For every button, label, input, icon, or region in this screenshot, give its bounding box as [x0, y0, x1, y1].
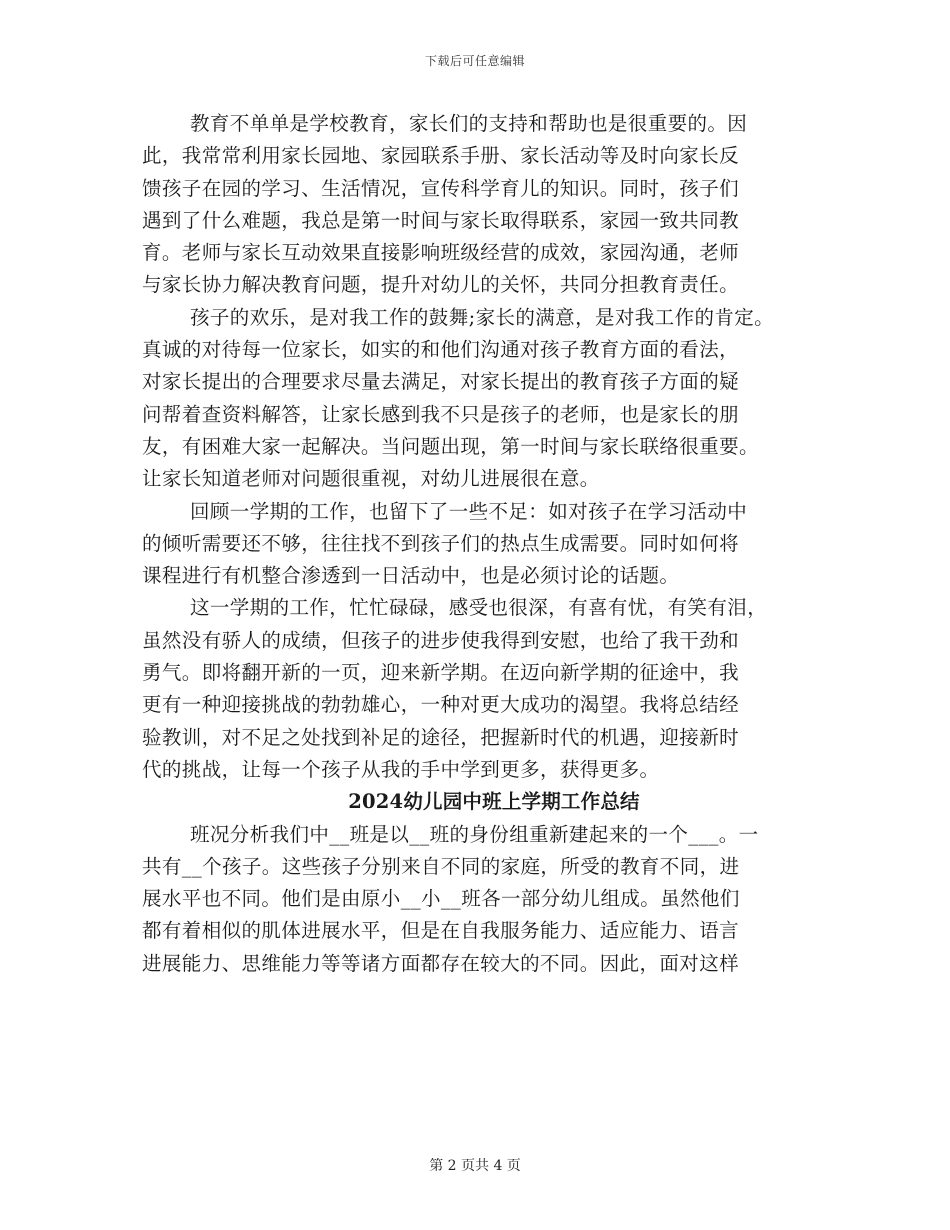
paragraph-1-line-5: 育。老师与家长互动效果直接影响班级经营的成效，家园沟通，老师	[142, 241, 740, 265]
paragraph-3-line-1: 回顾一学期的工作，也留下了一些不足：如对孩子在学习活动中	[190, 499, 748, 523]
paragraph-2-line-5: 友，有困难大家一起解决。当问题出现，第一时间与家长联络很重要。	[142, 434, 759, 458]
paragraph-2-line-4: 问帮着查资料解答，让家长感到我不只是孩子的老师，也是家长的朋	[142, 402, 740, 426]
paragraph-1-line-2: 此，我常常利用家长园地、家园联系手册、家长活动等及时向家长反	[142, 144, 740, 168]
paragraph-5-line-3: 展水平也不同。他们是由原小__小__班各一部分幼儿组成。虽然他们	[142, 887, 740, 911]
document-body	[142, 108, 814, 980]
paragraph-2-line-3: 对家长提出的合理要求尽量去满足，对家长提出的教育孩子方面的疑	[142, 370, 740, 394]
paragraph-5-line-2: 共有__个孩子。这些孩子分别来自不同的家庭，所受的教育不同，进	[142, 854, 740, 878]
paragraph-3-line-2: 的倾听需要还不够，往往找不到孩子们的热点生成需要。同时如何将	[142, 531, 740, 555]
paragraph-4-line-3: 勇气。即将翻开新的一页，迎来新学期。在迈向新学期的征途中，我	[142, 661, 740, 685]
paragraph-1-line-6: 与家长协力解决教育问题，提升对幼儿的关怀，共同分担教育责任。	[142, 273, 740, 297]
paragraph-2-line-2: 真诚的对待每一位家长，如实的和他们沟通对孩子教育方面的看法，	[142, 338, 740, 362]
paragraph-4-line-5: 验教训，对不足之处找到补足的途径，把握新时代的机遇，迎接新时	[142, 725, 740, 749]
paragraph-3-line-3: 课程进行有机整合渗透到一日活动中，也是必须讨论的话题。	[142, 564, 680, 588]
paragraph-4-line-1: 这一学期的工作，忙忙碌碌，感受也很深，有喜有忧，有笑有泪，	[190, 596, 768, 620]
paragraph-2-line-1: 孩子的欢乐，是对我工作的鼓舞;家长的满意，是对我工作的肯定。	[190, 305, 775, 329]
paragraph-5-line-4: 都有着相似的肌体进展水平，但是在自我服务能力、适应能力、语言	[142, 919, 740, 943]
paragraph-1-line-3: 馈孩子在园的学习、生活情况，宣传科学育儿的知识。同时，孩子们	[142, 176, 740, 200]
paragraph-4-line-4: 更有一种迎接挑战的勃勃雄心，一种对更大成功的渴望。我将总结经	[142, 693, 740, 717]
paragraph-2-line-6: 让家长知道老师对问题很重视，对幼儿进展很在意。	[142, 467, 600, 491]
paragraph-5-line-1: 班况分析我们中__班是以__班的身份组重新建起来的一个___。一	[190, 822, 759, 846]
page-header: 下载后可任意编辑	[424, 54, 525, 68]
paragraph-5-line-5: 进展能力、思维能力等等诸方面都存在较大的不同。因此，面对这样	[142, 951, 740, 975]
paragraph-1-line-4: 遇到了什么难题，我总是第一时间与家长取得联系，家园一致共同教	[142, 208, 740, 232]
section-title: 2024幼儿园中班上学期工作总结	[348, 790, 640, 814]
paragraph-1-line-1: 教育不单单是学校教育，家长们的支持和帮助也是很重要的。因	[190, 112, 748, 135]
paragraph-4-line-2: 虽然没有骄人的成绩，但孩子的进步使我得到安慰，也给了我干劲和	[142, 628, 740, 652]
page-number-footer: 第 2 页共 4 页	[429, 1158, 521, 1174]
paragraph-4-line-6: 代的挑战，让每一个孩子从我的手中学到更多，获得更多。	[142, 757, 660, 781]
